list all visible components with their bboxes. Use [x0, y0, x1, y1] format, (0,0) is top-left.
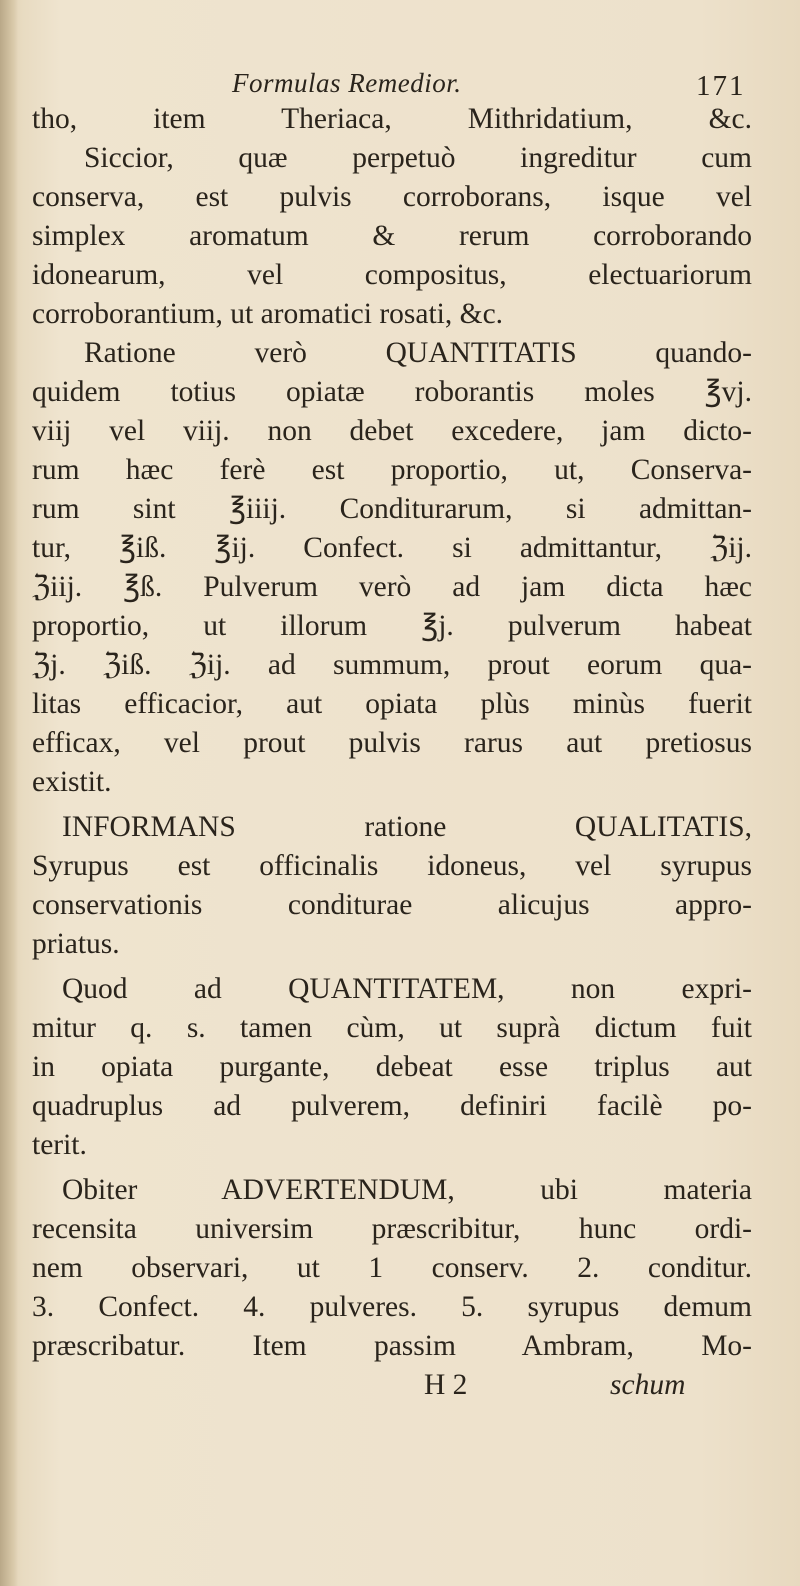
- text-line: Obiter ADVERTENDUM, ubi materia: [62, 1174, 752, 1206]
- text-line: proportio, ut illorum ℥j. pulverum habeat: [32, 610, 752, 642]
- text-line: ℨiij. ℥ß. Pulverum verò ad jam dicta hæc: [32, 571, 752, 603]
- text-line: rum hæc ferè est proportio, ut, Conserva-: [32, 454, 752, 486]
- text-line: nem observari, ut 1 conserv. 2. conditur.: [32, 1252, 752, 1284]
- text-line: Quod ad QUANTITATEM, non expri-: [62, 973, 752, 1005]
- body-text: [32, 100, 752, 1405]
- text-line: litas efficacior, aut opiata plùs minùs fuerit: [32, 688, 752, 720]
- text-line: idonearum, vel compositus, electuariorum: [32, 259, 752, 291]
- text-line: priatus.: [32, 928, 120, 960]
- text-line: recensita universim præscribitur, hunc ordi-: [32, 1213, 752, 1245]
- text-line: terit.: [32, 1129, 87, 1161]
- text-line: tho, item Theriaca, Mithridatium, &c.: [32, 103, 752, 135]
- text-line: corroborantium, ut aromatici rosati, &c.: [32, 298, 504, 330]
- text-line: viij vel viij. non debet excedere, jam dicto-: [32, 415, 752, 447]
- text-line: existit.: [32, 766, 112, 798]
- text-line: mitur q. s. tamen cùm, ut suprà dictum fuit: [32, 1012, 752, 1044]
- running-head: [20, 62, 770, 102]
- text-line: conserva, est pulvis corroborans, isque vel: [32, 181, 752, 213]
- text-line: INFORMANS ratione QUALITATIS,: [62, 811, 752, 843]
- text-line: tur, ℥iß. ℥ij. Confect. si admittantur, ℨij.: [32, 532, 752, 564]
- text-line: 3. Confect. 4. pulveres. 5. syrupus demum: [32, 1291, 752, 1323]
- text-line: quadruplus ad pulverem, definiri facilè po-: [32, 1090, 752, 1122]
- text-line: simplex aromatum & rerum corroborando: [32, 220, 752, 252]
- text-line: conservationis conditurae alicujus appro-: [32, 889, 752, 921]
- running-head-title: Formulas Remedior.: [232, 68, 462, 98]
- page-gutter-shadow: [0, 0, 18, 1586]
- text-line: præscribatur. Item passim Ambram, Mo-: [32, 1330, 752, 1362]
- signature-mark: H 2: [424, 1369, 468, 1401]
- text-line: in opiata purgante, debeat esse triplus aut: [32, 1051, 752, 1083]
- text-line: quidem totius opiatæ roborantis moles ℥vj.: [32, 376, 752, 408]
- page-number: 171: [696, 70, 746, 102]
- text-line: Ratione verò QUANTITATIS quando-: [84, 337, 752, 369]
- text-line: Siccior, quæ perpetuò ingreditur cum: [84, 142, 752, 174]
- text-line: rum sint ℥iiij. Conditurarum, si admittan-: [32, 493, 752, 525]
- catchword: schum: [610, 1369, 686, 1401]
- signature-line: [32, 1366, 752, 1405]
- text-line: efficax, vel prout pulvis rarus aut pretiosus: [32, 727, 752, 759]
- text-line: Syrupus est officinalis idoneus, vel syrupus: [32, 850, 752, 882]
- text-line: ℨj. ℨiß. ℨij. ad summum, prout eorum qua-: [32, 649, 752, 681]
